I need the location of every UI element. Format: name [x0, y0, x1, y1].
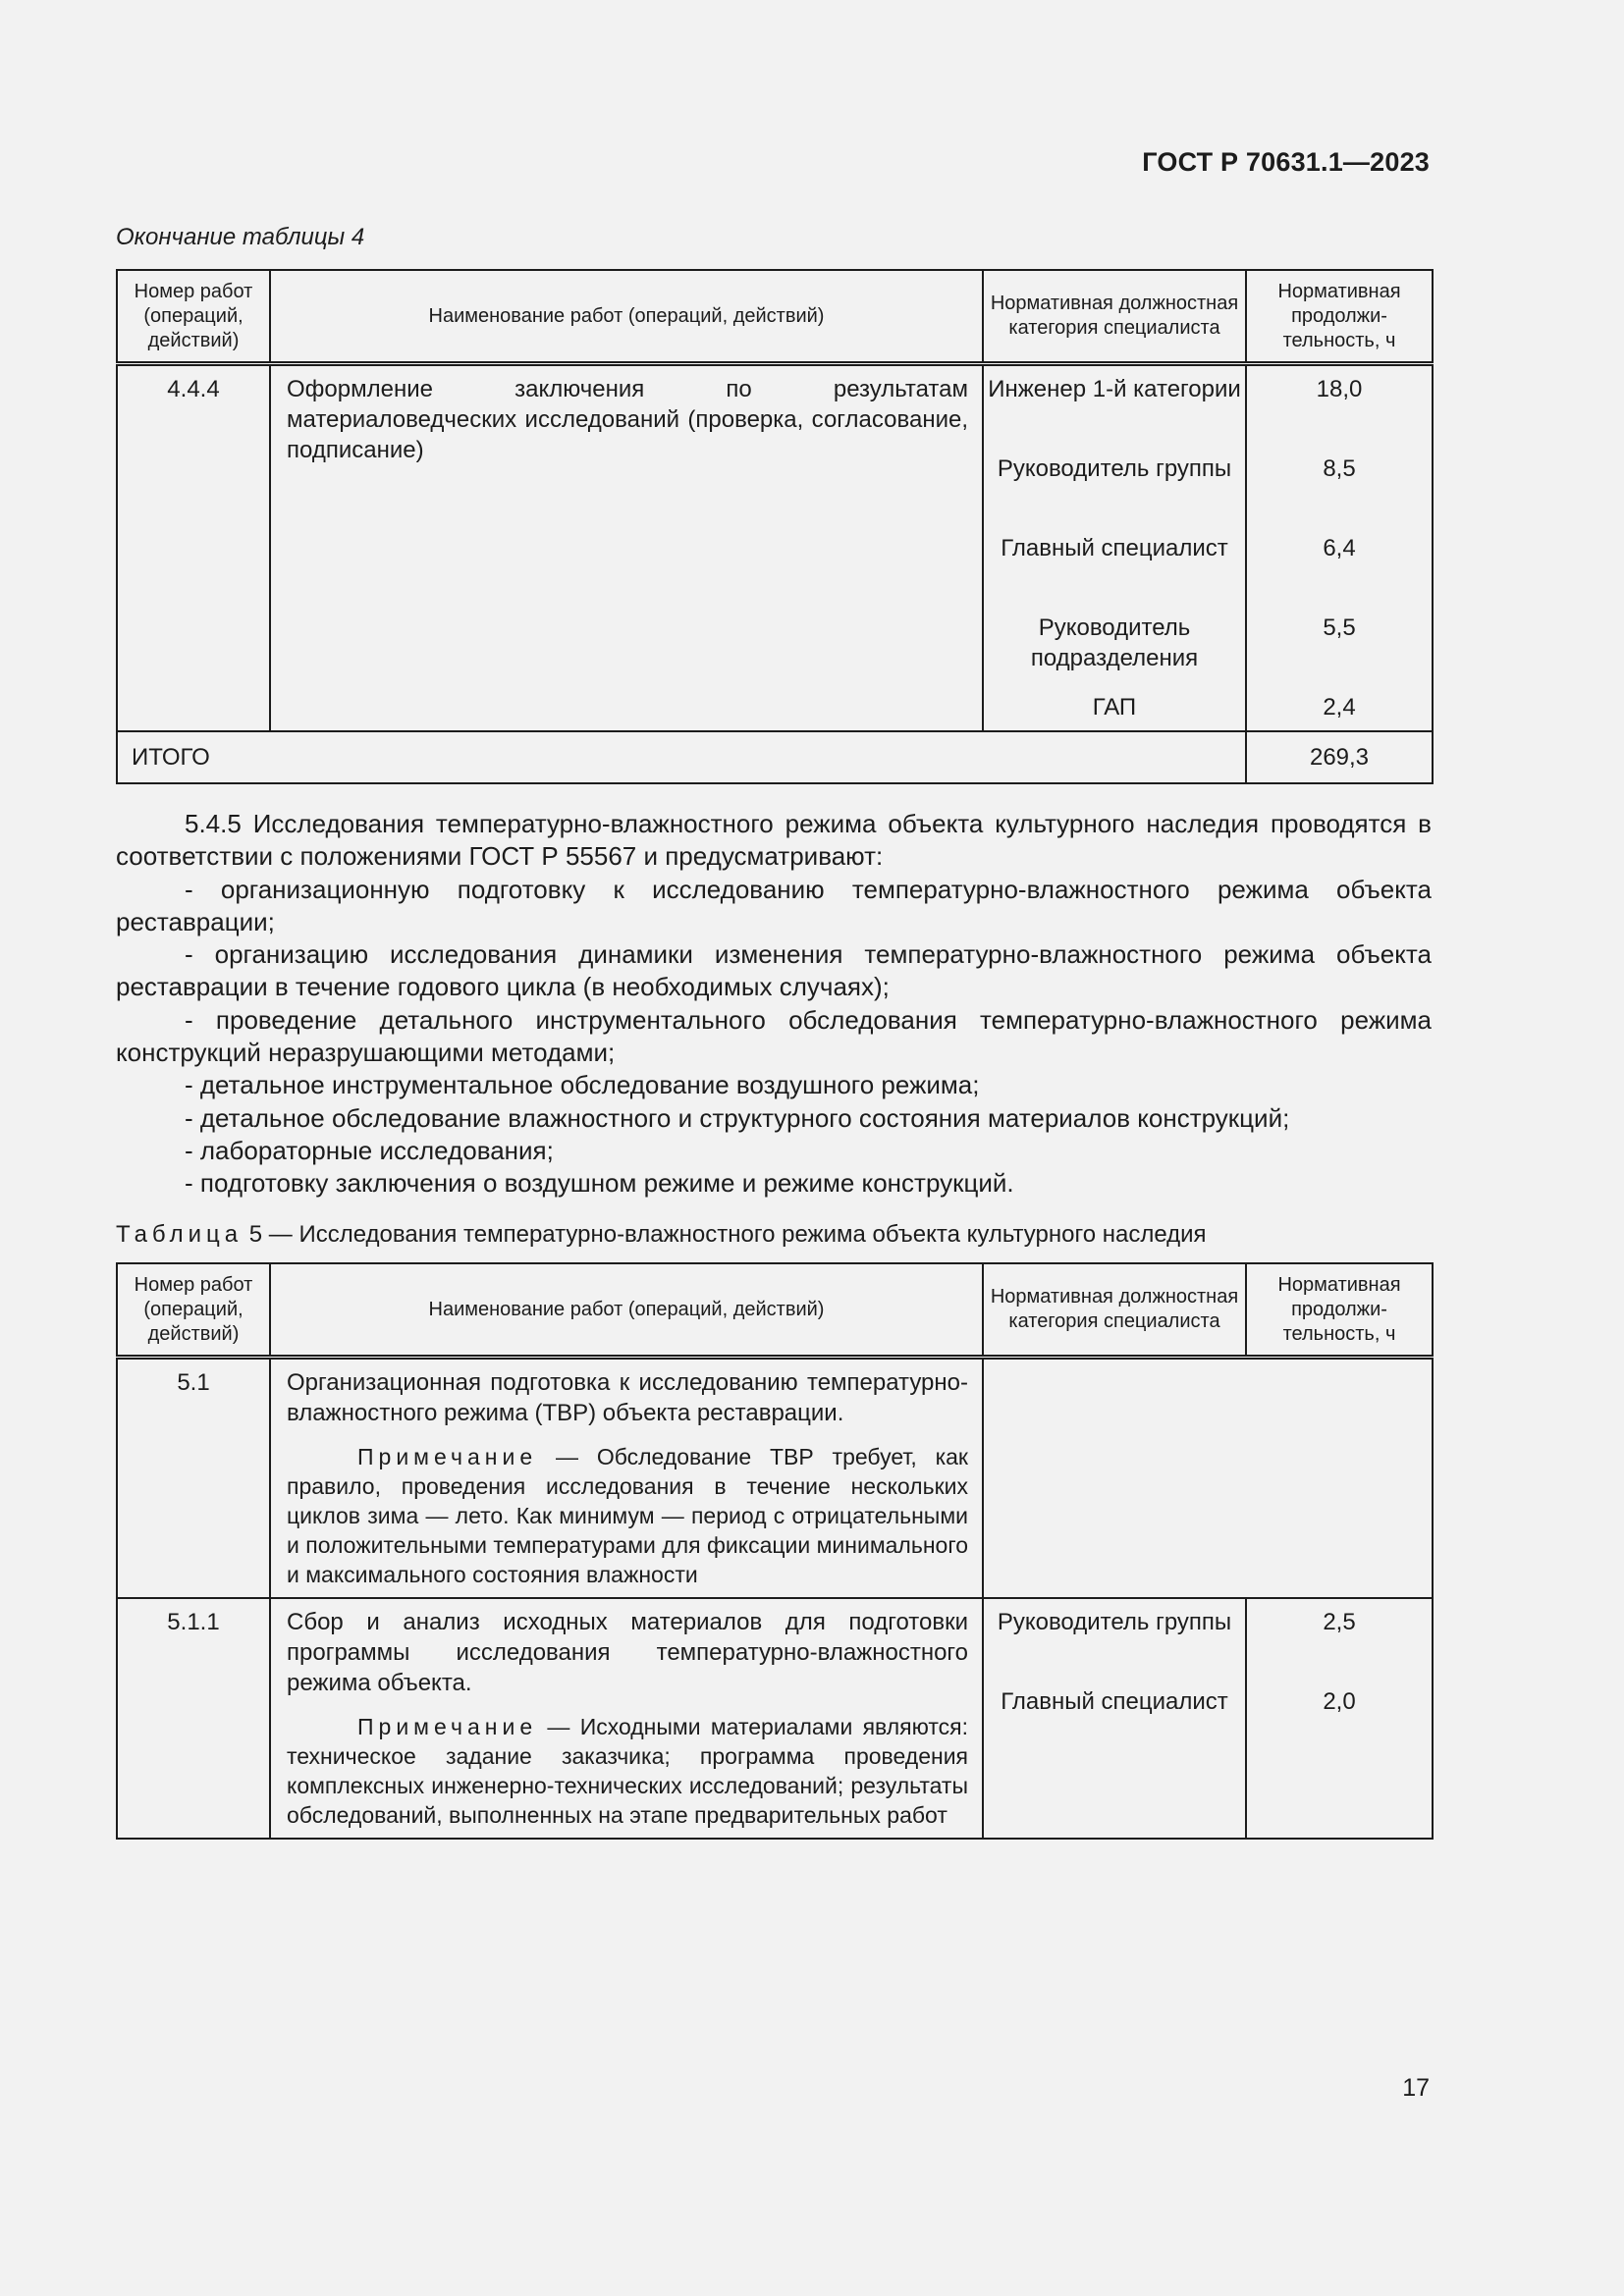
total-label: ИТОГО — [117, 731, 1246, 783]
list-item: - организацию исследования динамики изменения температурно-влажностного режима объекта реставрации в течение годового цикла (в необходимых случаях); — [116, 939, 1432, 1002]
row-name — [270, 1358, 983, 1599]
table4-header-row — [117, 270, 1433, 364]
duration-cell: 18,0 — [1316, 376, 1363, 402]
table-row — [117, 1358, 1433, 1599]
table5-col-duration: Нормативная продолжи-тельность, ч — [1246, 1263, 1433, 1358]
table-5 — [116, 1262, 1434, 1840]
category-cell: Инженер 1-й категории — [988, 376, 1241, 402]
table5-col-name: Наименование работ (операций, действий) — [270, 1263, 983, 1358]
table5-col-num: Номер работ (операций, действий) — [117, 1263, 270, 1358]
table5-title-word: Таблица — [116, 1221, 244, 1248]
total-value: 269,3 — [1246, 731, 1433, 783]
duration-cell: 2,0 — [1323, 1688, 1356, 1715]
category-cell: Главный специалист — [1001, 1688, 1228, 1715]
duration-cell: 2,5 — [1323, 1609, 1356, 1635]
duration-cell: 8,5 — [1323, 455, 1356, 482]
row-categories — [983, 364, 1246, 732]
row-note — [287, 1442, 968, 1589]
row-empty-cell — [983, 1358, 1433, 1599]
category-cell: Руководитель группы — [997, 455, 1232, 482]
page-number: 17 — [1402, 2074, 1430, 2102]
note-text: — Обследование ТВР требует, как правило, проведения исследования в течение нескольких циклов зима — лето. Как минимум — период с отрицательными и положительными температурами для фиксации минимального и максимального состояния влажности — [287, 1444, 968, 1587]
table5-header-row — [117, 1263, 1433, 1358]
list-item: - детальное инструментальное обследование воздушного режима; — [185, 1070, 980, 1100]
section-intro: 5.4.5 Исследования температурно-влажностного режима объекта культурного наследия проводятся в соответствии с положениями ГОСТ Р 55567 и предусматривают: — [116, 809, 1432, 872]
table4-col-duration: Нормативная продолжи-тельность, ч — [1246, 270, 1433, 364]
category-cell: Руководитель группы — [997, 1609, 1232, 1635]
duration-cell: 2,4 — [1323, 694, 1356, 721]
row-durations — [1246, 1598, 1433, 1839]
duration-cell: 5,5 — [1323, 614, 1356, 641]
list-item: - лабораторные исследования; — [185, 1135, 554, 1165]
note-label: Примечание — [357, 1444, 538, 1469]
total-row — [117, 731, 1433, 783]
list-item: - детальное обследование влажностного и структурного состояния материалов конструкций; — [185, 1102, 1290, 1133]
row-number: 4.4.4 — [117, 364, 270, 732]
table-4 — [116, 269, 1434, 784]
table4-col-name: Наименование работ (операций, действий) — [270, 270, 983, 364]
table-row — [117, 364, 1433, 732]
row-note — [287, 1712, 968, 1830]
table5-col-category: Нормативная должностная категория специалиста — [983, 1263, 1246, 1358]
list-item: - проведение детального инструментального обследования температурно-влажностного режима конструкций неразрушающими методами; — [116, 1004, 1432, 1068]
table4-col-category: Нормативная должностная категория специалиста — [983, 270, 1246, 364]
note-text: — Исходными материалами являются: техническое задание заказчика; программа проведения комплексных инженерно-технических исследований; результаты обследований, выполненных на этапе предварительных работ — [287, 1714, 968, 1828]
row-categories — [983, 1598, 1246, 1839]
list-item: - организационную подготовку к исследованию температурно-влажностного режима объекта реставрации; — [116, 874, 1432, 936]
category-cell: Главный специалист — [1001, 535, 1228, 561]
note-label: Примечание — [357, 1714, 538, 1739]
duration-cell: 6,4 — [1323, 535, 1356, 561]
table-row — [117, 1598, 1433, 1839]
row-name: Оформление заключения по результатам материаловедческих исследований (проверка, согласование, подписание) — [270, 364, 983, 732]
table4-col-num: Номер работ (операций, действий) — [117, 270, 270, 364]
row-name — [270, 1598, 983, 1839]
row-durations — [1246, 364, 1433, 732]
row-name-text: Организационная подготовка к исследованию температурно-влажностного режима (ТВР) объекта реставрации. — [287, 1369, 968, 1426]
section-text — [116, 808, 1432, 1201]
table5-title-text: 5 — Исследования температурно-влажностного режима объекта культурного наследия — [248, 1221, 1207, 1248]
row-number: 5.1.1 — [117, 1598, 270, 1839]
category-cell: ГАП — [1092, 694, 1137, 721]
row-number: 5.1 — [117, 1358, 270, 1599]
document-code: ГОСТ Р 70631.1—2023 — [1142, 147, 1430, 177]
table4-caption: Окончание таблицы 4 — [116, 224, 365, 250]
list-item: - подготовку заключения о воздушном режиме и режиме конструкций. — [185, 1168, 1014, 1199]
table5-title — [116, 1221, 1207, 1249]
row-name-text: Сбор и анализ исходных материалов для подготовки программы исследования температурно-влажностного режима объекта. — [287, 1609, 968, 1696]
category-cell: Руководитель подразделения — [1030, 614, 1199, 671]
